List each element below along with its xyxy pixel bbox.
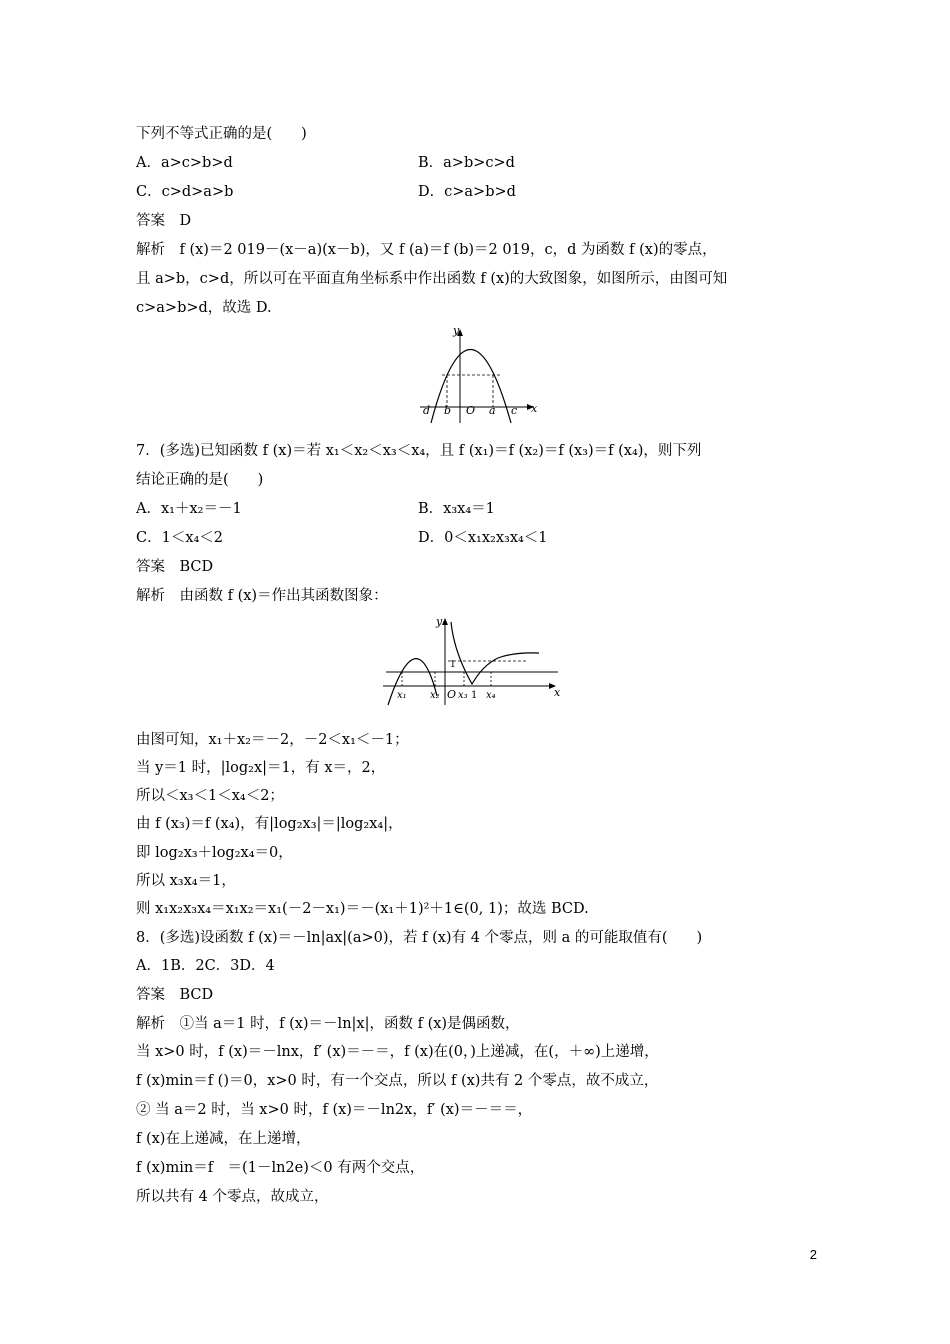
x4-label: x₄ bbox=[486, 690, 496, 701]
q7-analysis-line-3: 所以＜x₃＜1＜x₄＜2； bbox=[136, 788, 284, 804]
origin-label: O bbox=[447, 688, 457, 701]
x2-label: x₂ bbox=[430, 690, 440, 701]
origin-label: O bbox=[466, 404, 476, 417]
q7-answer: 答案 BCD bbox=[136, 559, 214, 575]
x-one-label: 1 bbox=[471, 690, 478, 701]
q8-answer: 答案 BCD bbox=[136, 987, 214, 1003]
q8-analysis-line-1: 解析 ①当 a＝1 时，f (x)＝－ln|x|，函数 f (x)是偶函数， bbox=[136, 1016, 520, 1032]
q7-option-a: A．x₁＋x₂＝－1 bbox=[136, 501, 242, 517]
q6-analysis-line-1: 解析 f (x)＝2 019－(x－a)(x－b)，又 f (a)＝f (b)＝2 019，c，d 为函数 f (x)的零点， bbox=[136, 242, 717, 258]
q6-option-b: B．a>b>c>d bbox=[418, 155, 515, 171]
log-branch bbox=[451, 622, 539, 684]
x3-label: x₃ bbox=[458, 690, 468, 701]
page-number: 2 bbox=[809, 1247, 817, 1262]
q7-analysis-line-7: 则 x₁x₂x₃x₄＝x₁x₂＝x₁(－2－x₁)＝－(x₁＋1)²＋1∈(0, 1)；故选 BCD. bbox=[136, 901, 589, 917]
y-axis-arrow bbox=[442, 618, 448, 625]
q8-analysis-line-2: 当 x>0 时，f (x)＝－lnx，f′ (x)＝－＝，f (x)在(0，)上递减，在(，＋∞)上递增， bbox=[136, 1044, 659, 1060]
q7-option-c: C．1＜x₄＜2 bbox=[136, 530, 224, 546]
q6-option-c: C．c>d>a>b bbox=[136, 184, 234, 200]
y-label: y bbox=[453, 324, 460, 337]
y-one-label: 1 bbox=[450, 660, 456, 670]
q6-analysis-line-2: 且 a>b，c>d，所以可在平面直角坐标系中作出函数 f (x)的大致图象，如图所示，由图可知 bbox=[136, 271, 728, 287]
q6-parabola-figure bbox=[418, 323, 542, 425]
d-label: d bbox=[423, 404, 431, 417]
q6-answer: 答案 D bbox=[136, 213, 192, 229]
b-label: b bbox=[444, 404, 452, 417]
q8-analysis-line-4: ② 当 a＝2 时，当 x>0 时，f (x)＝－ln2x，f′ (x)＝－＝＝， bbox=[136, 1102, 533, 1118]
x1-label: x₁ bbox=[397, 690, 407, 701]
q8-analysis-line-7: 所以共有 4 个零点，故成立， bbox=[136, 1189, 329, 1205]
q6-parabola-svg bbox=[418, 323, 542, 425]
q7-function-figure bbox=[380, 612, 570, 707]
q6-analysis-line-3: c>a>b>d，故选 D. bbox=[136, 300, 272, 316]
q7-analysis-line-5: 即 log₂x₃＋log₂x₄＝0， bbox=[136, 845, 293, 861]
q7-stem-line-2: 结论正确的是( ) bbox=[136, 472, 264, 488]
q8-analysis-line-3: f (x)min＝f ()＝0，x>0 时，有一个交点，所以 f (x)共有 2 个零点，故不成立， bbox=[136, 1073, 659, 1089]
q7-analysis-line-4: 由 f (x₃)＝f (x₄)，有|log₂x₃|＝|log₂x₄|， bbox=[136, 816, 403, 832]
q6-option-d: D．c>a>b>d bbox=[418, 184, 516, 200]
a-label: a bbox=[489, 404, 496, 417]
q6-option-a: A．a>c>b>d bbox=[136, 155, 233, 171]
q7-analysis-intro: 解析 由函数 f (x)＝作出其函数图象： bbox=[136, 588, 388, 604]
q7-stem-line-1: 7．(多选)已知函数 f (x)＝若 x₁＜x₂＜x₃＜x₄，且 f (x₁)＝f (x₂)＝f (x₃)＝f (x₄)，则下列 bbox=[136, 443, 702, 459]
q8-options: A．1B．2C．3D．4 bbox=[136, 958, 275, 974]
q8-analysis-line-5: f (x)在上递减，在上递增， bbox=[136, 1131, 311, 1147]
q7-option-b: B．x₃x₄＝1 bbox=[418, 501, 495, 517]
q7-analysis-line-1: 由图可知，x₁＋x₂＝－2，－2＜x₁＜－1； bbox=[136, 732, 409, 748]
q6-stem: 下列不等式正确的是( ) bbox=[136, 126, 307, 142]
q8-stem: 8．(多选)设函数 f (x)＝－ln|ax|(a>0)，若 f (x)有 4 个零点，则 a 的可能取值有( ) bbox=[136, 930, 703, 946]
y-label: y bbox=[436, 615, 443, 628]
c-label: c bbox=[511, 404, 518, 417]
q7-analysis-line-6: 所以 x₃x₄＝1， bbox=[136, 873, 236, 889]
x-label: x bbox=[531, 402, 538, 415]
q7-option-d: D．0＜x₁x₂x₃x₄＜1 bbox=[418, 530, 548, 546]
q7-function-svg bbox=[380, 612, 570, 707]
q8-analysis-line-6: f (x)min＝f ＝(1－ln2e)＜0 有两个交点， bbox=[136, 1160, 425, 1176]
x-label: x bbox=[554, 686, 561, 699]
q7-analysis-line-2: 当 y＝1 时，|log₂x|＝1，有 x＝，2， bbox=[136, 760, 386, 776]
